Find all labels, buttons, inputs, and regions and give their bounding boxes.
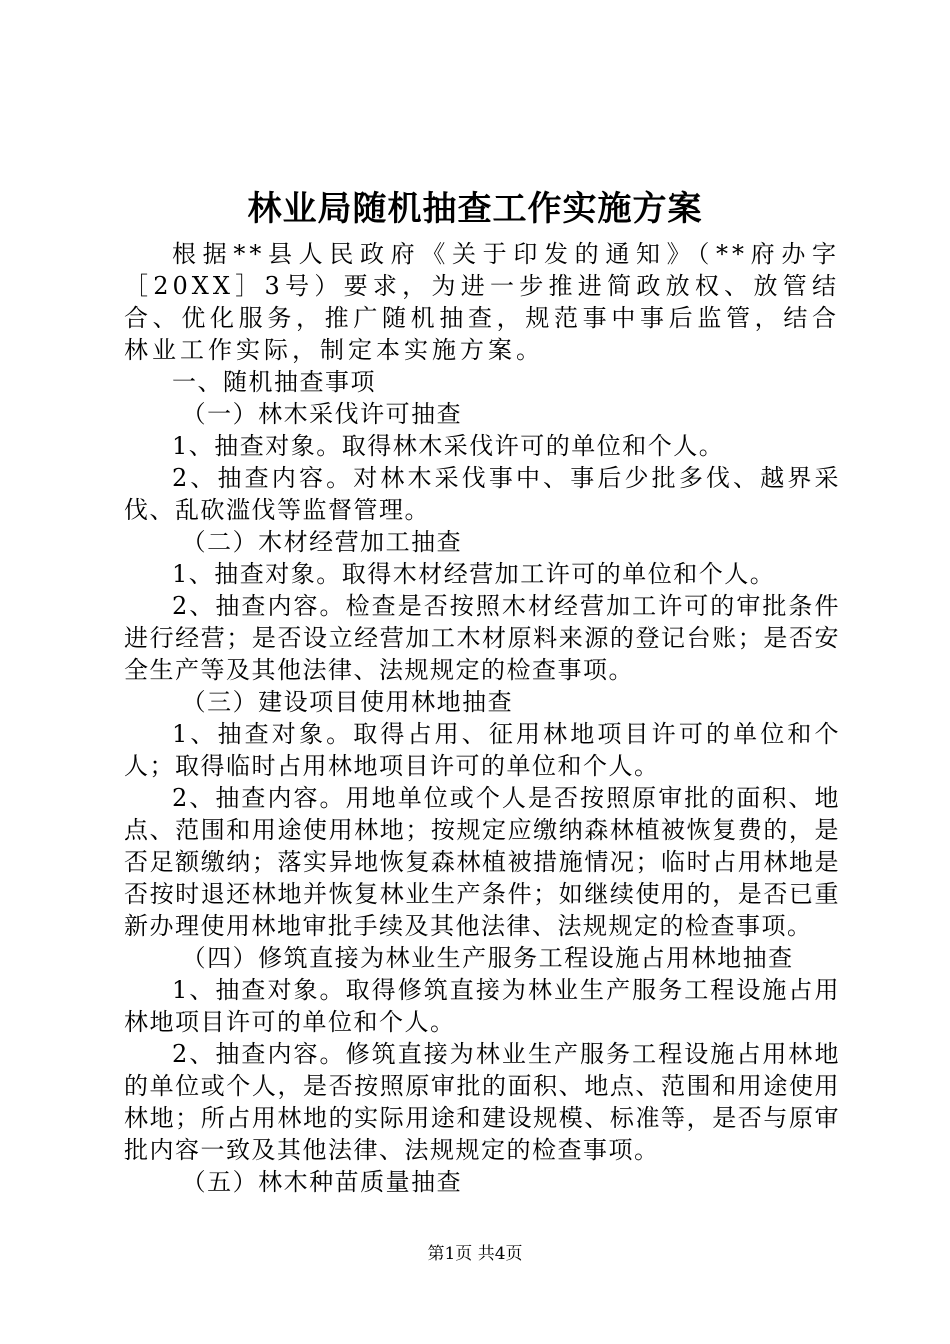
subsection-heading: （二）木材经营加工抽查 xyxy=(181,528,463,556)
document-title: 林业局随机抽查工作实施方案 xyxy=(247,189,703,229)
paragraph: 2、抽查内容。检查是否按照木材经营加工许可的审批条件进行经营；是否设立经营加工木材原料来源的登记台账；是否安全生产等及其他法律、法规规定的检查事项。 xyxy=(124,592,840,684)
section-heading: 一、随机抽查事项 xyxy=(172,368,376,396)
subsection-heading: （五）林木种苗质量抽查 xyxy=(181,1168,463,1196)
paragraph: 2、抽查内容。对林木采伐事中、事后少批多伐、越界采伐、乱砍滥伐等监督管理。 xyxy=(124,464,840,524)
subsection-heading: （四）修筑直接为林业生产服务工程设施占用林地抽查 xyxy=(181,944,794,972)
subsection-heading: （一）林木采伐许可抽查 xyxy=(181,400,463,428)
paragraph: 1、抽查对象。取得修筑直接为林业生产服务工程设施占用林地项目许可的单位和个人。 xyxy=(124,976,840,1036)
paragraph: 1、抽查对象。取得占用、征用林地项目许可的单位和个人；取得临时占用林地项目许可的单位和个人。 xyxy=(124,720,840,780)
document-body xyxy=(124,238,840,1198)
paragraph: 1、抽查对象。取得木材经营加工许可的单位和个人。 xyxy=(172,560,776,588)
subsection-heading: （三）建设项目使用林地抽查 xyxy=(181,688,514,716)
paragraph: 2、抽查内容。用地单位或个人是否按照原审批的面积、地点、范围和用途使用林地；按规定应缴纳森林植被恢复费的，是否足额缴纳；落实异地恢复森林植被措施情况；临时占用林地是否按时退还林地并恢复林业生产条件；如继续使用的，是否已重新办理使用林地审批手续及其他法律、法规规定的检查事项。 xyxy=(124,784,840,940)
page-footer: 第1页 共4页 xyxy=(427,1244,523,1264)
paragraph: 1、抽查对象。取得林木采伐许可的单位和个人。 xyxy=(172,432,725,460)
paragraph: 2、抽查内容。修筑直接为林业生产服务工程设施占用林地的单位或个人，是否按照原审批的面积、地点、范围和用途使用林地；所占用林地的实际用途和建设规模、标准等，是否与原审批内容一致及其他法律、法规规定的检查事项。 xyxy=(124,1040,840,1164)
intro-paragraph: 根据**县人民政府《关于印发的通知》（**府办字［20XX］3号）要求，为进一步推进简政放权、放管结合、优化服务，推广随机抽查，规范事中事后监管，结合林业工作实际，制定本实施方案。 xyxy=(124,240,840,364)
